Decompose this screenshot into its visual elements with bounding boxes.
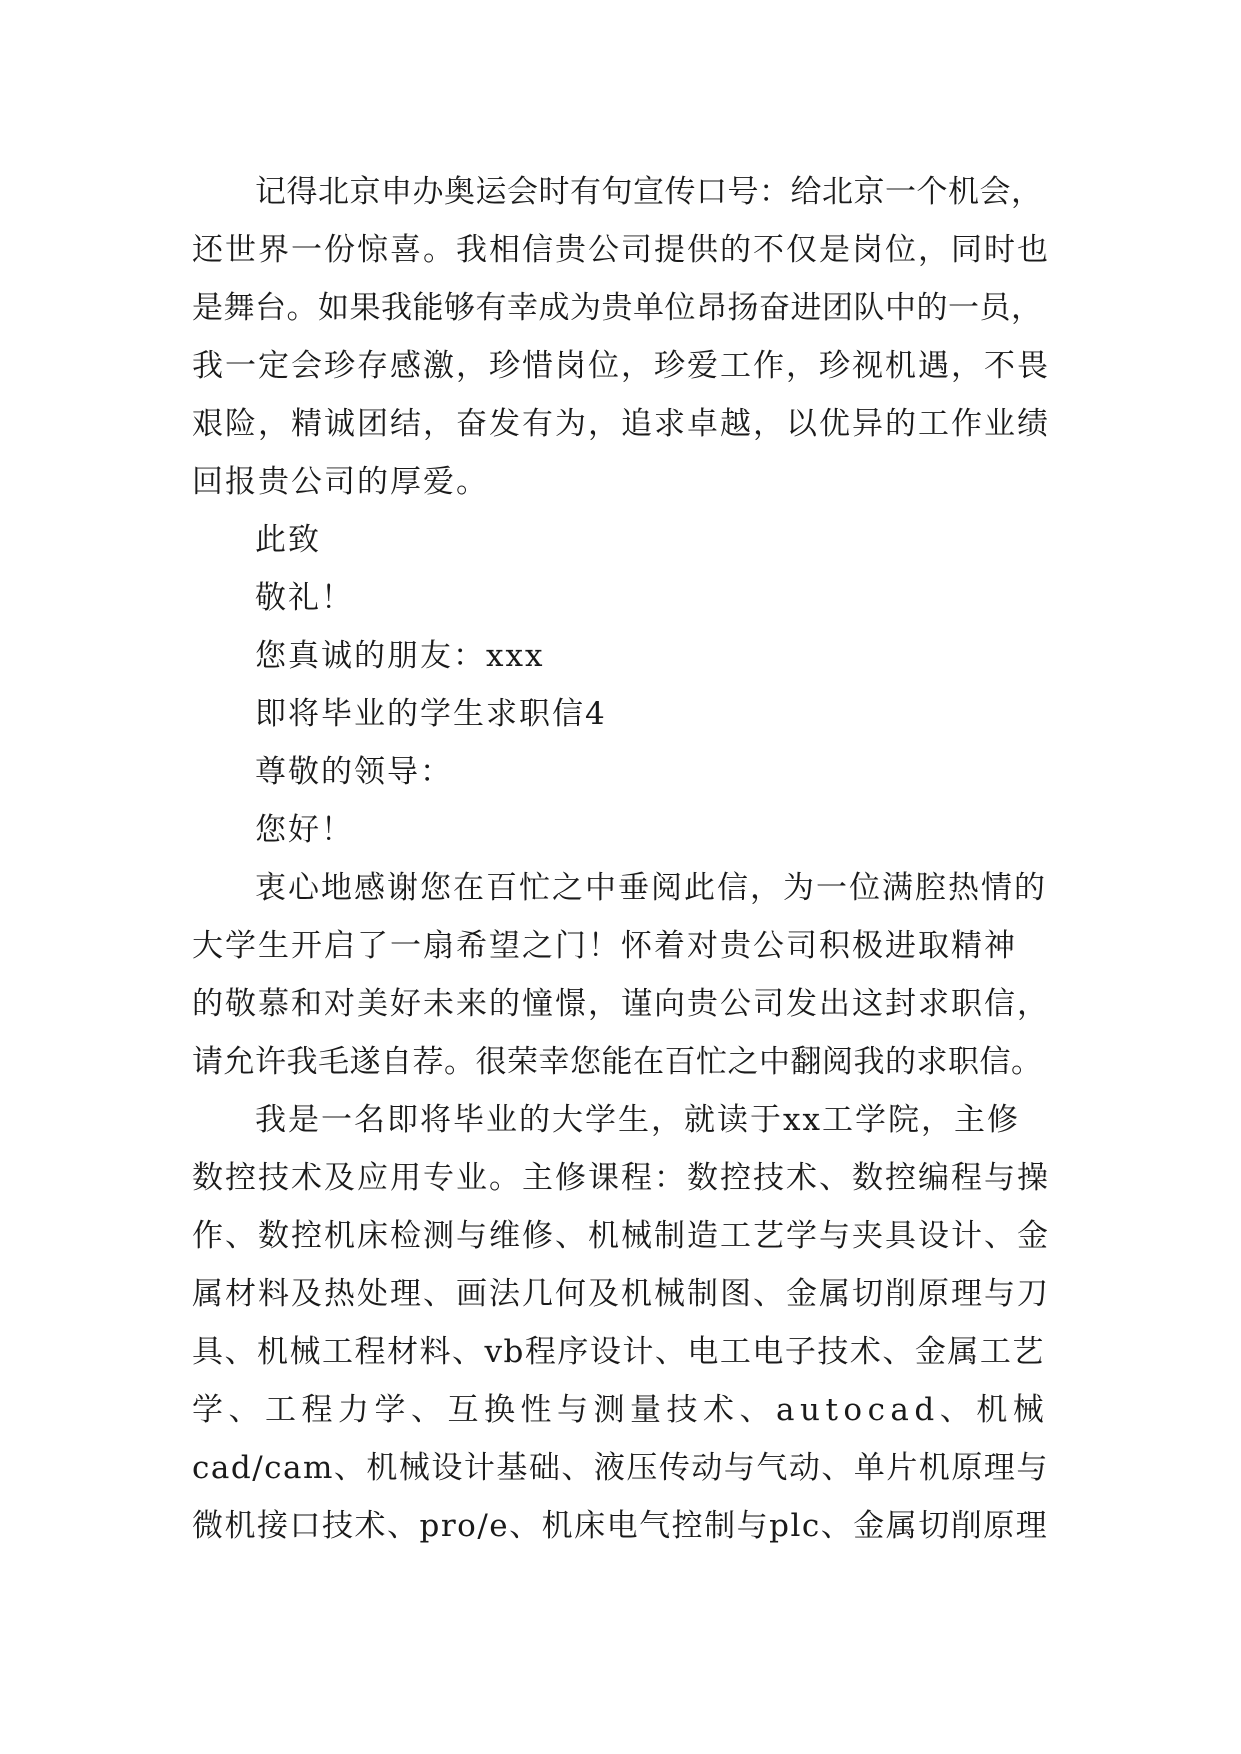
- paragraph-line: 回报贵公司的厚爱。: [192, 464, 489, 500]
- paragraph-line: 我一定会珍存感激，珍惜岗位，珍爱工作，珍视机遇，不畏: [192, 348, 1050, 384]
- paragraph-line: 作、数控机床检测与维修、机械制造工艺学与夹具设计、金: [192, 1218, 1050, 1254]
- greeting: 您好！: [255, 812, 354, 848]
- paragraph-line: 请允许我毛遂自荐。很荣幸您能在百忙之中翻阅我的求职信。: [192, 1044, 1043, 1080]
- document-body: [192, 163, 1052, 1555]
- paragraph-line: 记得北京申办奥运会时有句宣传口号：给北京一个机会，: [255, 174, 1043, 210]
- greeting-recipient: 尊敬的领导：: [255, 754, 453, 790]
- paragraph-line: 学、工程力学、互换性与测量技术、autocad、机械: [192, 1392, 1050, 1428]
- paragraph-line: 还世界一份惊喜。我相信贵公司提供的不仅是岗位，同时也: [192, 232, 1050, 268]
- paragraph-line: 数控技术及应用专业。主修课程：数控技术、数控编程与操: [192, 1160, 1050, 1196]
- section-title: 即将毕业的学生求职信4: [255, 696, 607, 732]
- closing-salutation: 此致: [255, 522, 321, 558]
- paragraph-line: 的敬慕和对美好未来的憧憬，谨向贵公司发出这封求职信，: [192, 986, 1050, 1022]
- paragraph-line: 大学生开启了一扇希望之门！怀着对贵公司积极进取精神: [192, 928, 1017, 964]
- paragraph-line: 衷心地感谢您在百忙之中垂阅此信，为一位满腔热情的: [255, 870, 1047, 906]
- paragraph-line: 艰险，精诚团结，奋发有为，追求卓越，以优异的工作业绩: [192, 406, 1050, 442]
- paragraph-line: 微机接口技术、pro/e、机床电气控制与plc、金属切削原理: [192, 1508, 1049, 1544]
- paragraph-line: 属材料及热处理、画法几何及机械制图、金属切削原理与刀: [192, 1276, 1050, 1312]
- closing-regards: 敬礼！: [255, 580, 354, 616]
- signature-line: 您真诚的朋友：xxx: [255, 638, 545, 674]
- paragraph-line: 是舞台。如果我能够有幸成为贵单位昂扬奋进团队中的一员，: [192, 290, 1043, 326]
- paragraph-line: cad/cam、机械设计基础、液压传动与气动、单片机原理与: [192, 1450, 1049, 1486]
- paragraph-line: 我是一名即将毕业的大学生，就读于xx工学院，主修: [255, 1102, 1020, 1138]
- paragraph-line: 具、机械工程材料、vb程序设计、电工电子技术、金属工艺: [192, 1334, 1045, 1370]
